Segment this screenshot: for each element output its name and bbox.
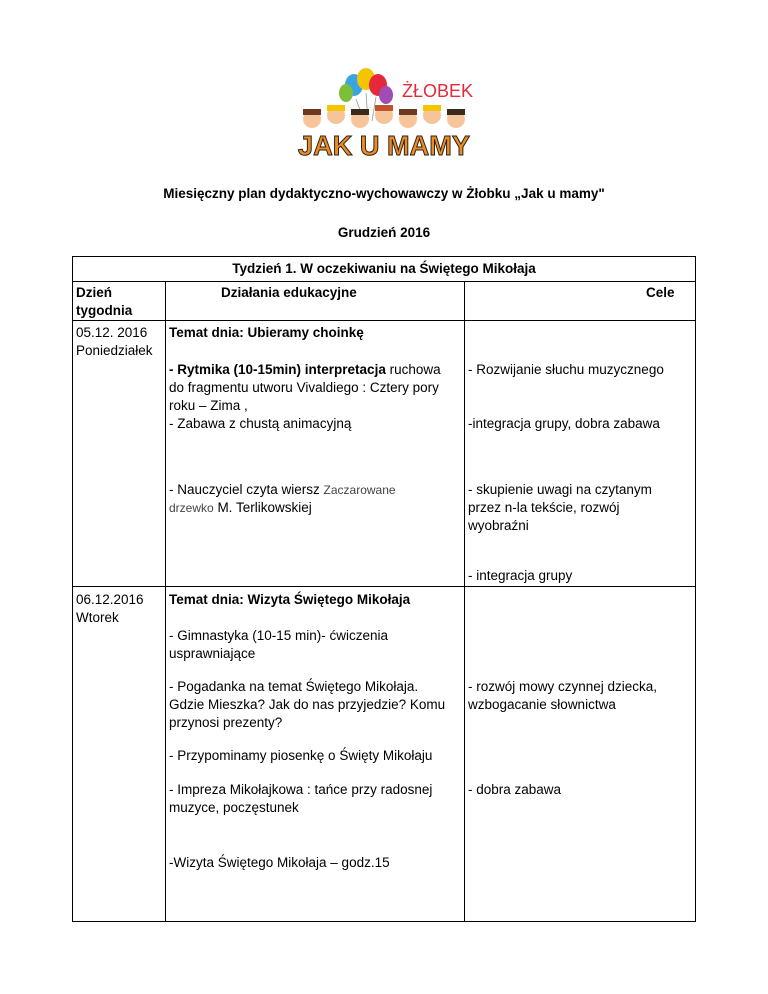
day2-activity2-line1: - Pogadanka na temat Świętego Mikołaja. bbox=[169, 679, 419, 694]
day2-name: Wtorek bbox=[76, 610, 119, 625]
day2-activity4-line2: muzyce, poczęstunek bbox=[169, 800, 299, 815]
children-faces-icon bbox=[303, 105, 465, 128]
day1-goal1: - Rozwijanie słuchu muzycznego bbox=[468, 362, 664, 377]
day1-goal3-line1: - skupienie uwagi na czytanym bbox=[468, 482, 652, 497]
row-divider bbox=[73, 320, 695, 321]
day1-activity1-line2: do fragmentu utworu Vivaldiego : Cztery pory bbox=[169, 380, 439, 395]
day1-activity2-line2: drzewko M. Terlikowskiej bbox=[169, 500, 312, 515]
document-title: Miesięczny plan dydaktyczno-wychowawczy w Żłobku „Jak u mamy" bbox=[163, 186, 605, 201]
day2-activity2-line3: przynosi prezenty? bbox=[169, 715, 283, 730]
day1-activity1-line4: - Zabawa z chustą animacyjną bbox=[169, 416, 352, 431]
document-subtitle: Grudzień 2016 bbox=[337, 225, 431, 240]
day1-activity1-line3: roku – Zima , bbox=[169, 398, 248, 413]
day2-activity3: - Przypominamy piosenkę o Święty Mikołaju bbox=[169, 748, 433, 763]
plan-table bbox=[72, 256, 696, 922]
day2-goal1-line1: - rozwój mowy czynnej dziecka, bbox=[468, 679, 658, 694]
day2-goal2: - dobra zabawa bbox=[468, 782, 562, 797]
day2-activity1-line2: usprawniające bbox=[169, 646, 256, 661]
logo-top-text: ŻŁOBEK bbox=[402, 81, 474, 101]
day1-activity2-line1: - Nauczyciel czyta wiersz Zaczarowane bbox=[169, 482, 396, 497]
column-divider bbox=[464, 282, 465, 921]
day1-date: 05.12. 2016 bbox=[76, 325, 148, 340]
day1-topic: Temat dnia: Ubieramy choinkę bbox=[169, 325, 364, 340]
logo-bottom-text: JAK U MAMY bbox=[298, 130, 471, 159]
day2-goal1-line2: wzbogacanie słownictwa bbox=[468, 697, 616, 712]
day2-activity2-line2: Gdzie Mieszka? Jak do nas przyjedzie? Komu bbox=[169, 697, 446, 712]
day2-topic: Temat dnia: Wizyta Świętego Mikołaja bbox=[169, 592, 411, 607]
week-title: Tydzień 1. W oczekiwaniu na Świętego Mikołaja bbox=[73, 257, 695, 282]
header-day-line1: Dzień bbox=[76, 285, 113, 300]
day2-activity5: -Wizyta Świętego Mikołaja – godz.15 bbox=[169, 855, 390, 870]
day1-activity1-line1: - Rytmika (10-15min) interpretacja ruchowa bbox=[169, 362, 441, 377]
row-divider bbox=[73, 586, 695, 587]
day2-activity4-line1: - Impreza Mikołajkowa : tańce przy radosnej bbox=[169, 782, 433, 797]
column-divider bbox=[165, 282, 166, 921]
header-day-line2: tygodnia bbox=[76, 303, 133, 318]
day1-goal3-line2: przez n-la tekście, rozwój bbox=[468, 500, 620, 515]
day2-activity1-line1: - Gimnastyka (10-15 min)- ćwiczenia bbox=[169, 628, 389, 643]
header-goals: Cele bbox=[646, 285, 675, 300]
day2-date: 06.12.2016 bbox=[76, 592, 144, 607]
day1-goal2: -integracja grupy, dobra zabawa bbox=[468, 416, 660, 431]
zlobek-logo bbox=[294, 63, 474, 159]
header-actions: Działania edukacyjne bbox=[221, 285, 357, 300]
day1-name: Poniedziałek bbox=[76, 343, 153, 358]
day1-goal3-line3: wyobraźni bbox=[468, 518, 529, 533]
day1-goal4: - integracja grupy bbox=[468, 568, 573, 583]
